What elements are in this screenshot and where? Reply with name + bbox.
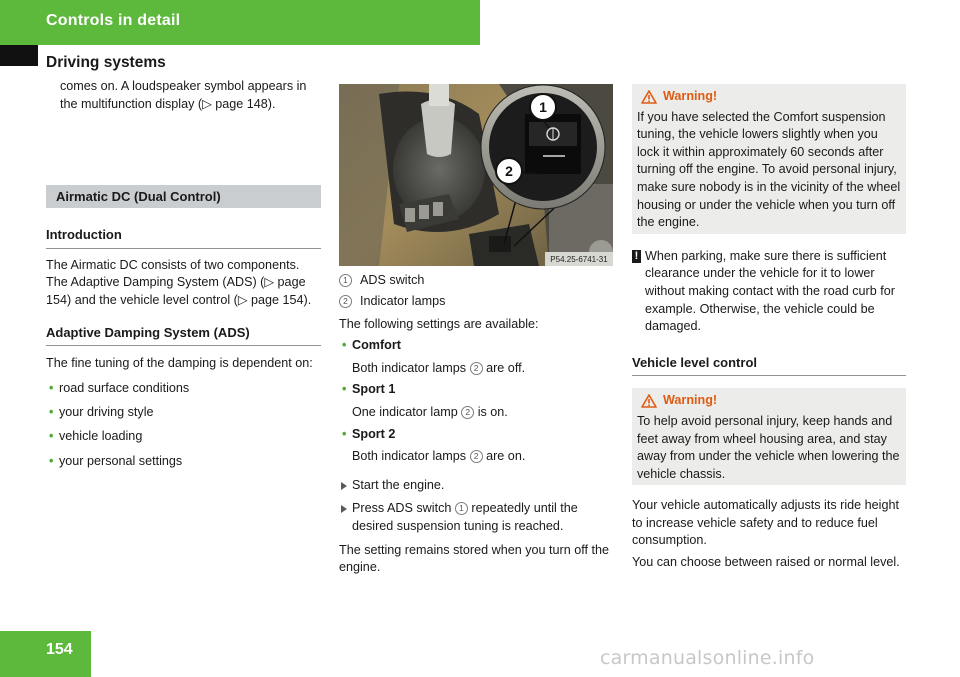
column-right bbox=[632, 84, 906, 572]
setting-comfort bbox=[339, 337, 615, 377]
console-illustration bbox=[339, 84, 613, 266]
note-text: When parking, make sure there is sufficient clearance under the vehicle for it to lower without making contact with the road curb for example. Otherwise, the vehicle could be damaged. bbox=[645, 248, 895, 334]
column-middle bbox=[339, 272, 615, 577]
column-left bbox=[46, 78, 321, 470]
warning-triangle-icon bbox=[641, 90, 657, 104]
section-tab bbox=[0, 45, 38, 66]
vehicle-level-heading: Vehicle level control bbox=[632, 354, 906, 377]
list-item: • your personal settings bbox=[46, 453, 321, 471]
parking-note bbox=[632, 248, 906, 336]
settings-intro: The following settings are available: bbox=[339, 316, 539, 331]
airmatic-heading: Airmatic DC (Dual Control) bbox=[46, 185, 321, 208]
watermark: carmanualsonline.info bbox=[600, 647, 815, 669]
legend-item-ads-switch bbox=[339, 272, 615, 290]
photo-callout-2: 2 bbox=[505, 163, 513, 179]
level-text-1: Your vehicle automatically adjusts its ride height to increase vehicle safety and to reduce fuel consumption. bbox=[632, 498, 899, 548]
setting-name: • Sport 1 bbox=[352, 382, 396, 397]
photo-callout-1: 1 bbox=[539, 99, 547, 115]
callout-number: 2 bbox=[339, 295, 352, 308]
section-title: Driving systems bbox=[46, 54, 166, 71]
header-bar bbox=[0, 0, 480, 45]
list-item: • vehicle loading bbox=[46, 428, 321, 446]
setting-description: One indicator lamp 2 is on. bbox=[352, 405, 508, 420]
warning-text: To help avoid personal injury, keep hands and feet away from wheel housing area, and stay away from under the vehicle when lowering the vehicle chassis. bbox=[637, 413, 900, 481]
legend-label: Indicator lamps bbox=[360, 294, 446, 309]
callout-number: 1 bbox=[339, 274, 352, 287]
ads-text: The fine tuning of the damping is dependent on: bbox=[46, 356, 313, 371]
list-item: • road surface conditions bbox=[46, 380, 321, 398]
warning-box-level bbox=[632, 388, 906, 485]
introduction-text: The Airmatic DC consists of two components. The Adaptive Damping System (ADS) (▷ page 154) and the vehicle level control (▷ page 154). bbox=[46, 257, 312, 307]
chapter-title: Controls in detail bbox=[46, 12, 181, 29]
setting-name: • Comfort bbox=[352, 338, 401, 353]
warning-title: Warning! bbox=[637, 392, 901, 410]
settings-list bbox=[339, 337, 615, 466]
legend-item-indicator-lamps bbox=[339, 293, 615, 311]
photo-code: P54.25-6741-31 bbox=[550, 255, 608, 264]
level-text-2: You can choose between raised or normal level. bbox=[632, 555, 900, 570]
setting-sport-1 bbox=[339, 381, 615, 421]
introduction-heading: Introduction bbox=[46, 226, 321, 249]
step-press-ads-switch: Press ADS switch 1 repeatedly until the desired suspension tuning is reached. bbox=[339, 500, 615, 535]
ads-switch-photo bbox=[339, 84, 613, 266]
page-number: 154 bbox=[46, 641, 73, 658]
ads-factor-list bbox=[46, 380, 321, 471]
setting-description: Both indicator lamps 2 are on. bbox=[352, 449, 526, 464]
setting-description: Both indicator lamps 2 are off. bbox=[352, 360, 526, 375]
ads-heading: Adaptive Damping System (ADS) bbox=[46, 324, 321, 347]
closing-text: The setting remains stored when you turn off the engine. bbox=[339, 542, 609, 575]
setting-sport-2 bbox=[339, 426, 615, 466]
step-start-engine: Start the engine. bbox=[339, 477, 615, 495]
warning-triangle-icon bbox=[641, 394, 657, 408]
legend-label: ADS switch bbox=[360, 273, 425, 287]
list-item: • your driving style bbox=[46, 404, 321, 422]
intro-text: comes on. A loudspeaker symbol appears in the multifunction display (▷ page 148). bbox=[60, 79, 307, 111]
warning-title: Warning! bbox=[637, 88, 901, 106]
warning-box-comfort bbox=[632, 84, 906, 234]
attention-icon: ! bbox=[632, 250, 641, 263]
setting-name: • Sport 2 bbox=[352, 426, 396, 441]
page-number-box bbox=[0, 631, 91, 677]
warning-text: If you have selected the Comfort suspension tuning, the vehicle lowers slightly when you lock it within approximately 60 seconds after turning off the engine. To avoid personal injury, make sure nobody is in the vicinity of the wheel housing or under the vehicle when you turn off the engine. bbox=[637, 109, 901, 230]
